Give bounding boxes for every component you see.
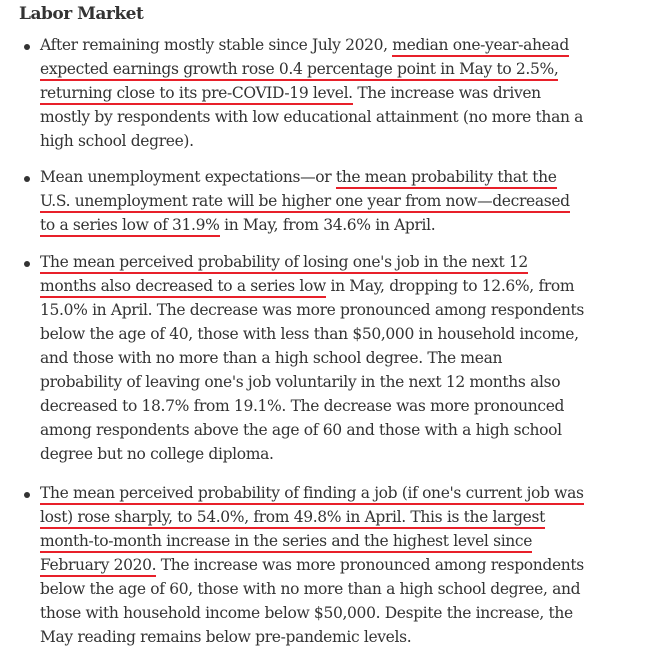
highlighted-text: to a series low of 31.9% [40,216,220,237]
body-text: those with household income below $50,000. Despite the increase, the [40,604,573,622]
body-text: Mean unemployment expectations—or [40,168,336,186]
body-text: decreased to 18.7% from 19.1%. The decrease was more pronounced [40,397,565,415]
highlighted-text: months also decreased to a series low [40,277,326,298]
body-text: in May, dropping to 12.6%, from [325,277,575,295]
body-text: among respondents above the age of 60 and those with a high school [40,421,562,439]
bullet-marker-icon [24,44,30,50]
text-line [40,370,650,394]
text-line [40,346,650,370]
bullet-text [40,165,650,237]
body-text: degree but no college diploma. [40,445,274,463]
body-text: The increase was driven [352,84,541,102]
bullet-marker-icon [24,492,30,498]
section-title: Labor Market [19,4,144,24]
text-line [40,189,650,213]
text-line [40,57,650,81]
text-line [40,322,650,346]
bullet-marker-icon [24,176,30,182]
body-text: May reading remains below pre-pandemic levels. [40,628,412,646]
text-line [40,418,650,442]
highlighted-text: February 2020. [40,556,156,577]
bullet-text [40,250,650,466]
body-text: and those with no more than a high school degree. The mean [40,349,503,367]
text-line [40,481,650,505]
text-line [40,553,650,577]
text-line [40,442,650,466]
text-line [40,250,650,274]
text-line [40,129,650,153]
bullet-text [40,481,650,649]
highlighted-text: lost) rose sharply, to 54.0%, from 49.8% in April. This is the largest [40,508,545,529]
highlighted-text: The mean perceived probability of finding a job (if one's current job was [40,484,584,505]
body-text: The increase was more pronounced among respondents [156,556,584,574]
text-line [40,298,650,322]
highlighted-text: The mean perceived probability of losing one's job in the next 12 [40,253,528,274]
body-text: After remaining mostly stable since July 2020, [40,36,393,54]
text-line [40,105,650,129]
body-text: mostly by respondents with low educational attainment (no more than a [40,108,584,126]
body-text: below the age of 40, those with less than $50,000 in household income, [40,325,579,343]
text-line [40,33,650,57]
text-line [40,577,650,601]
highlighted-text: expected earnings growth rose 0.4 percentage point in May to 2.5%, [40,60,558,81]
body-text: in May, from 34.6% in April. [219,216,436,234]
body-text: probability of leaving one's job voluntarily in the next 12 months also [40,373,561,391]
body-text: 15.0% in April. The decrease was more pronounced among respondents [40,301,585,319]
text-line [40,394,650,418]
text-line [40,81,650,105]
text-line [40,529,650,553]
highlighted-text: median one-year-ahead [392,36,569,57]
text-line [40,505,650,529]
body-text: below the age of 60, those with no more than a high school degree, and [40,580,581,598]
body-text: high school degree). [40,132,194,150]
text-line [40,213,650,237]
text-line [40,625,650,649]
highlighted-text: returning close to its pre-COVID-19 level. [40,84,353,105]
bullet-marker-icon [24,261,30,267]
bullet-text [40,33,650,153]
highlighted-text: the mean probability that the [336,168,557,189]
text-line [40,274,650,298]
text-line [40,601,650,625]
highlighted-text: month-to-month increase in the series and the highest level since [40,532,532,553]
text-line [40,165,650,189]
highlighted-text: U.S. unemployment rate will be higher one year from now—decreased [40,192,570,213]
